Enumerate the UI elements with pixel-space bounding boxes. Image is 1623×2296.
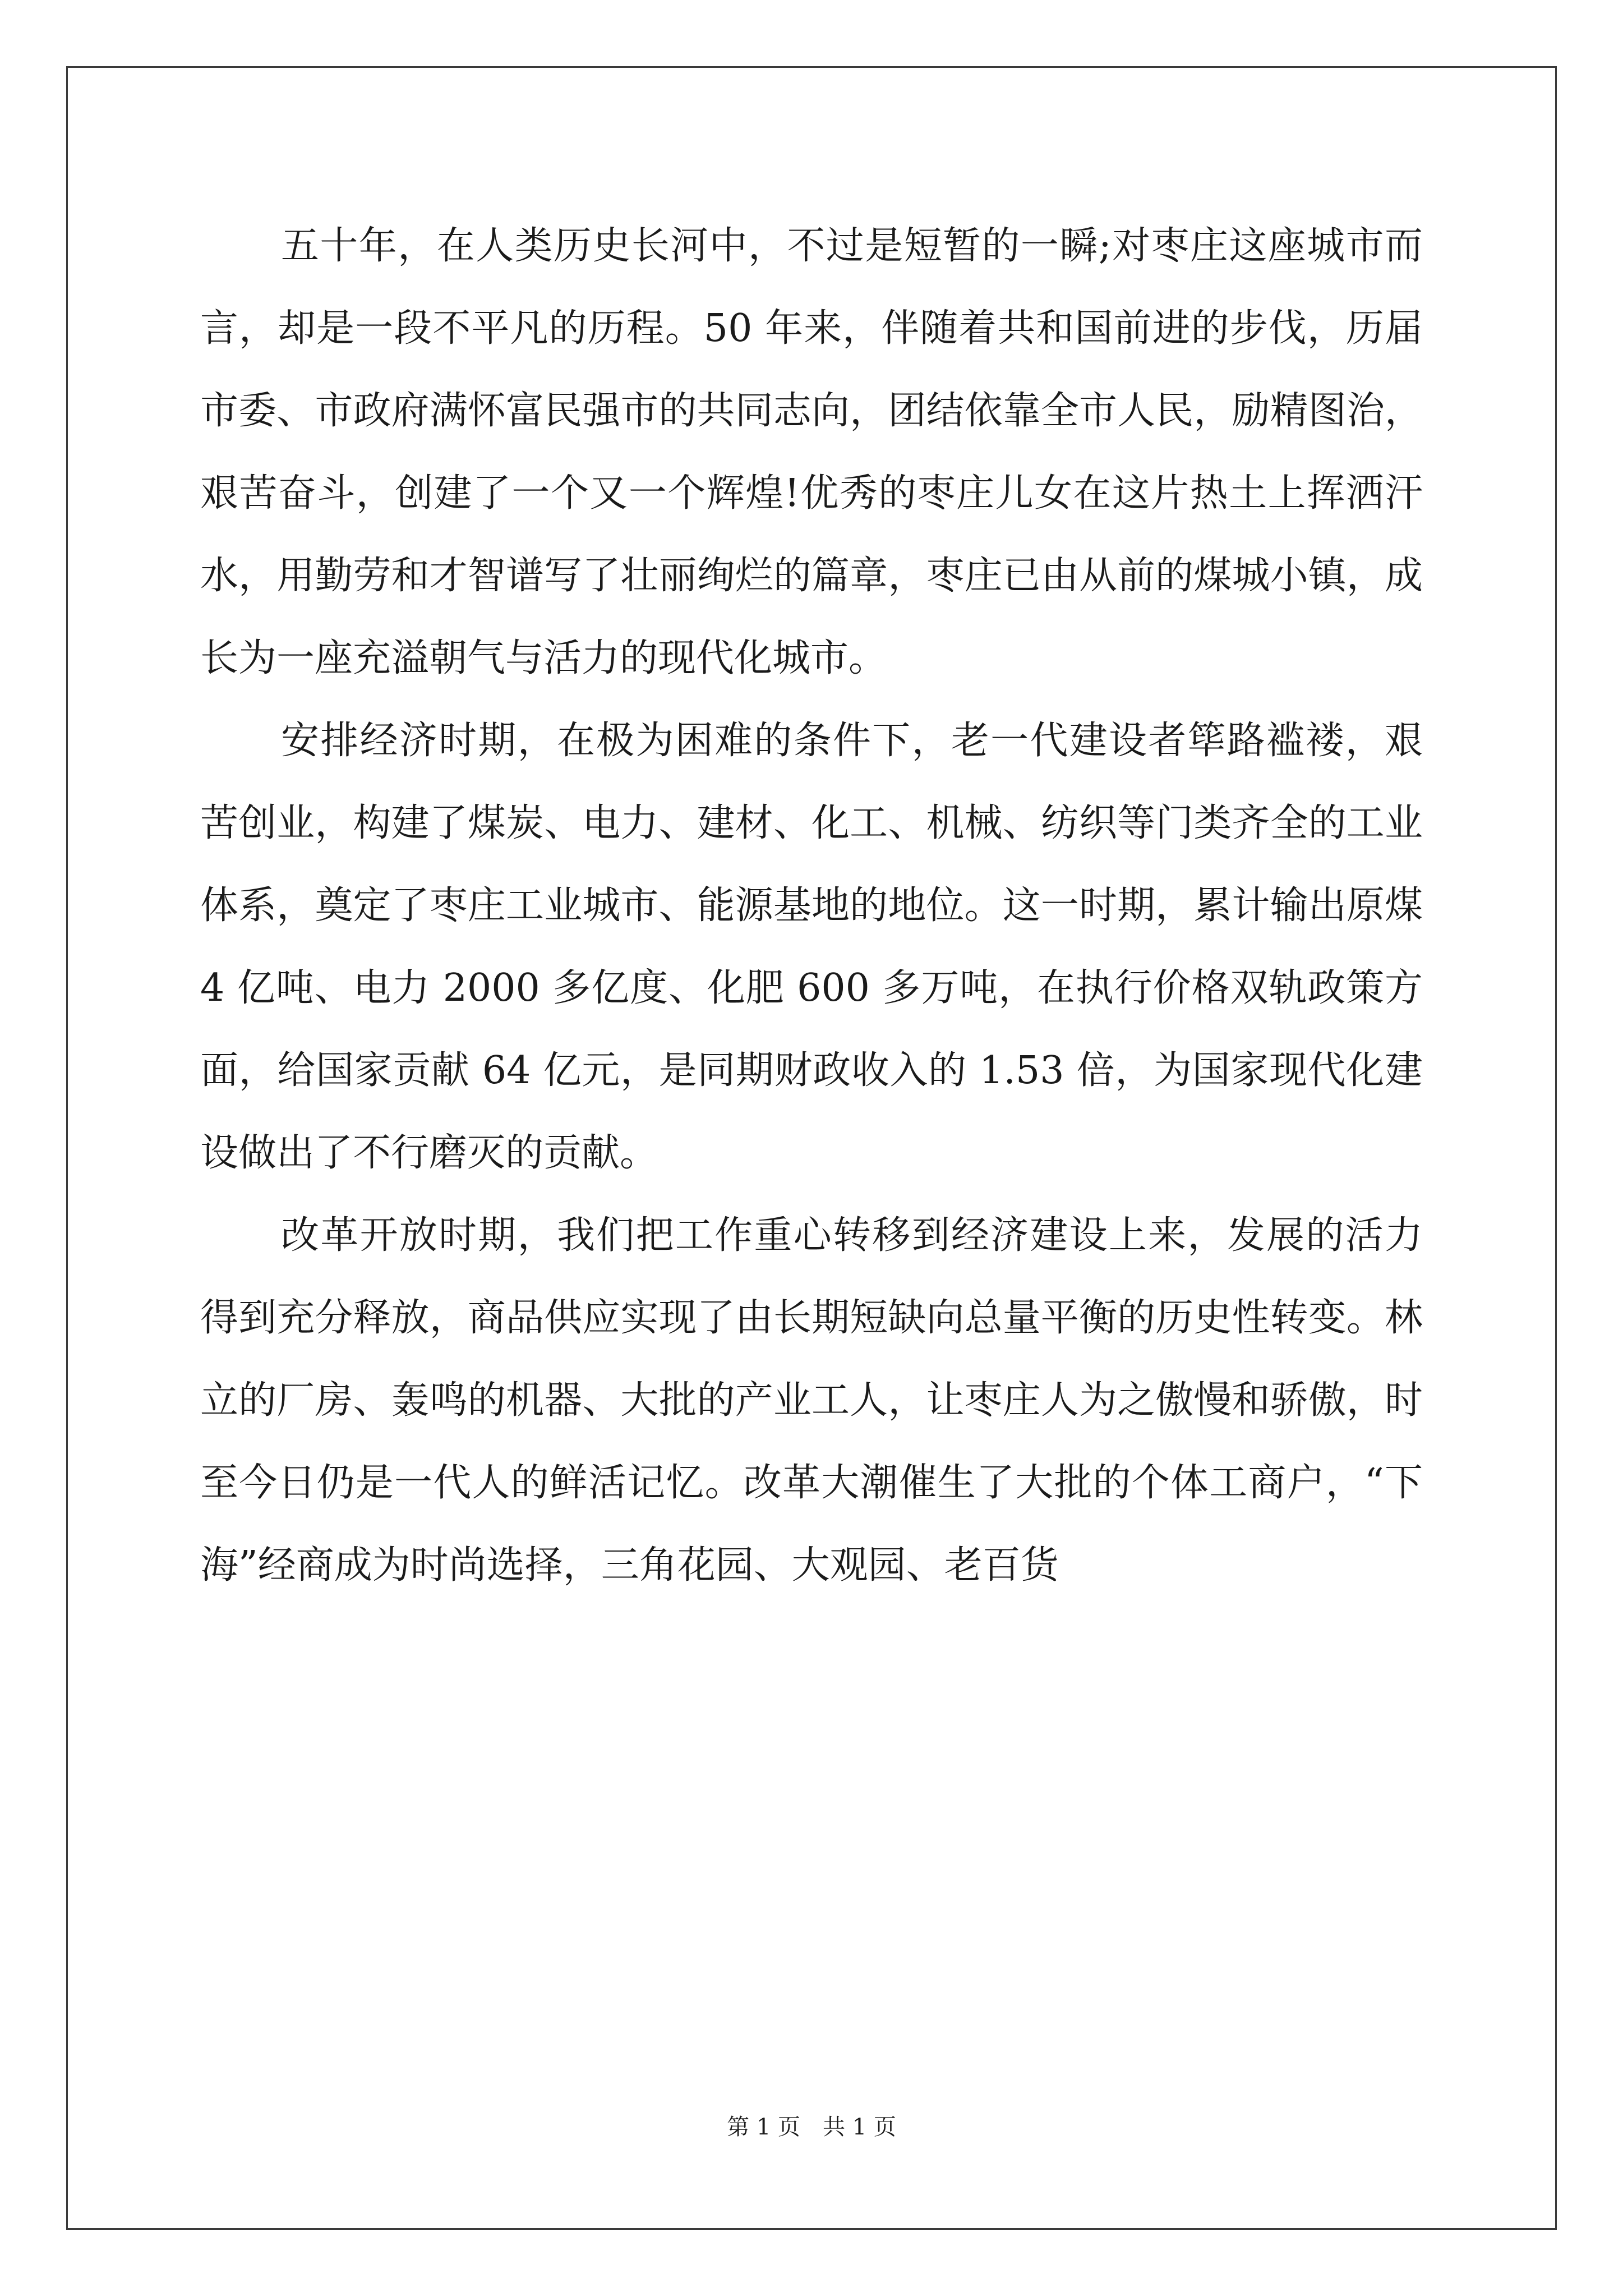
paragraph-2: 安排经济时期，在极为困难的条件下，老一代建设者筚路褴褛，艰苦创业，构建了煤炭、电力、建材、化工、机械、纺织等门类齐全的工业体系，奠定了枣庄工业城市、能源基地的地位。这一时期，累计输出原煤 4 亿吨、电力 2000 多亿度、化肥 600 多万吨，在执行价格双轨政策方面，给国家贡献 64 亿元，是同期财政收入的 1.53 倍，为国家现代化建设做出了不行磨灭的贡献。 bbox=[200, 719, 1423, 1175]
document-body bbox=[200, 205, 1423, 1607]
paragraph-1: 五十年，在人类历史长河中，不过是短暂的一瞬;对枣庄这座城市而言，却是一段不平凡的历程。50 年来，伴随着共和国前进的步伐，历届市委、市政府满怀富民强市的共同志向，团结依靠全市人民，励精图治，艰苦奋斗，创建了一个又一个辉煌!优秀的枣庄儿女在这片热土上挥洒汗水，用勤劳和才智谱写了壮丽绚烂的篇章，枣庄已由从前的煤城小镇，成长为一座充溢朝气与活力的现代化城市。 bbox=[200, 224, 1423, 680]
paragraph-3: 改革开放时期，我们把工作重心转移到经济建设上来，发展的活力得到充分释放，商品供应实现了由长期短缺向总量平衡的历史性转变。林立的厂房、轰鸣的机器、大批的产业工人，让枣庄人为之傲慢和骄傲，时至今日仍是一代人的鲜活记忆。改革大潮催生了大批的个体工商户，“下海”经商成为时尚选择，三角花园、大观园、老百货 bbox=[200, 1213, 1423, 1588]
page-number-footer: 第 1 页 共 1 页 bbox=[727, 2114, 896, 2140]
